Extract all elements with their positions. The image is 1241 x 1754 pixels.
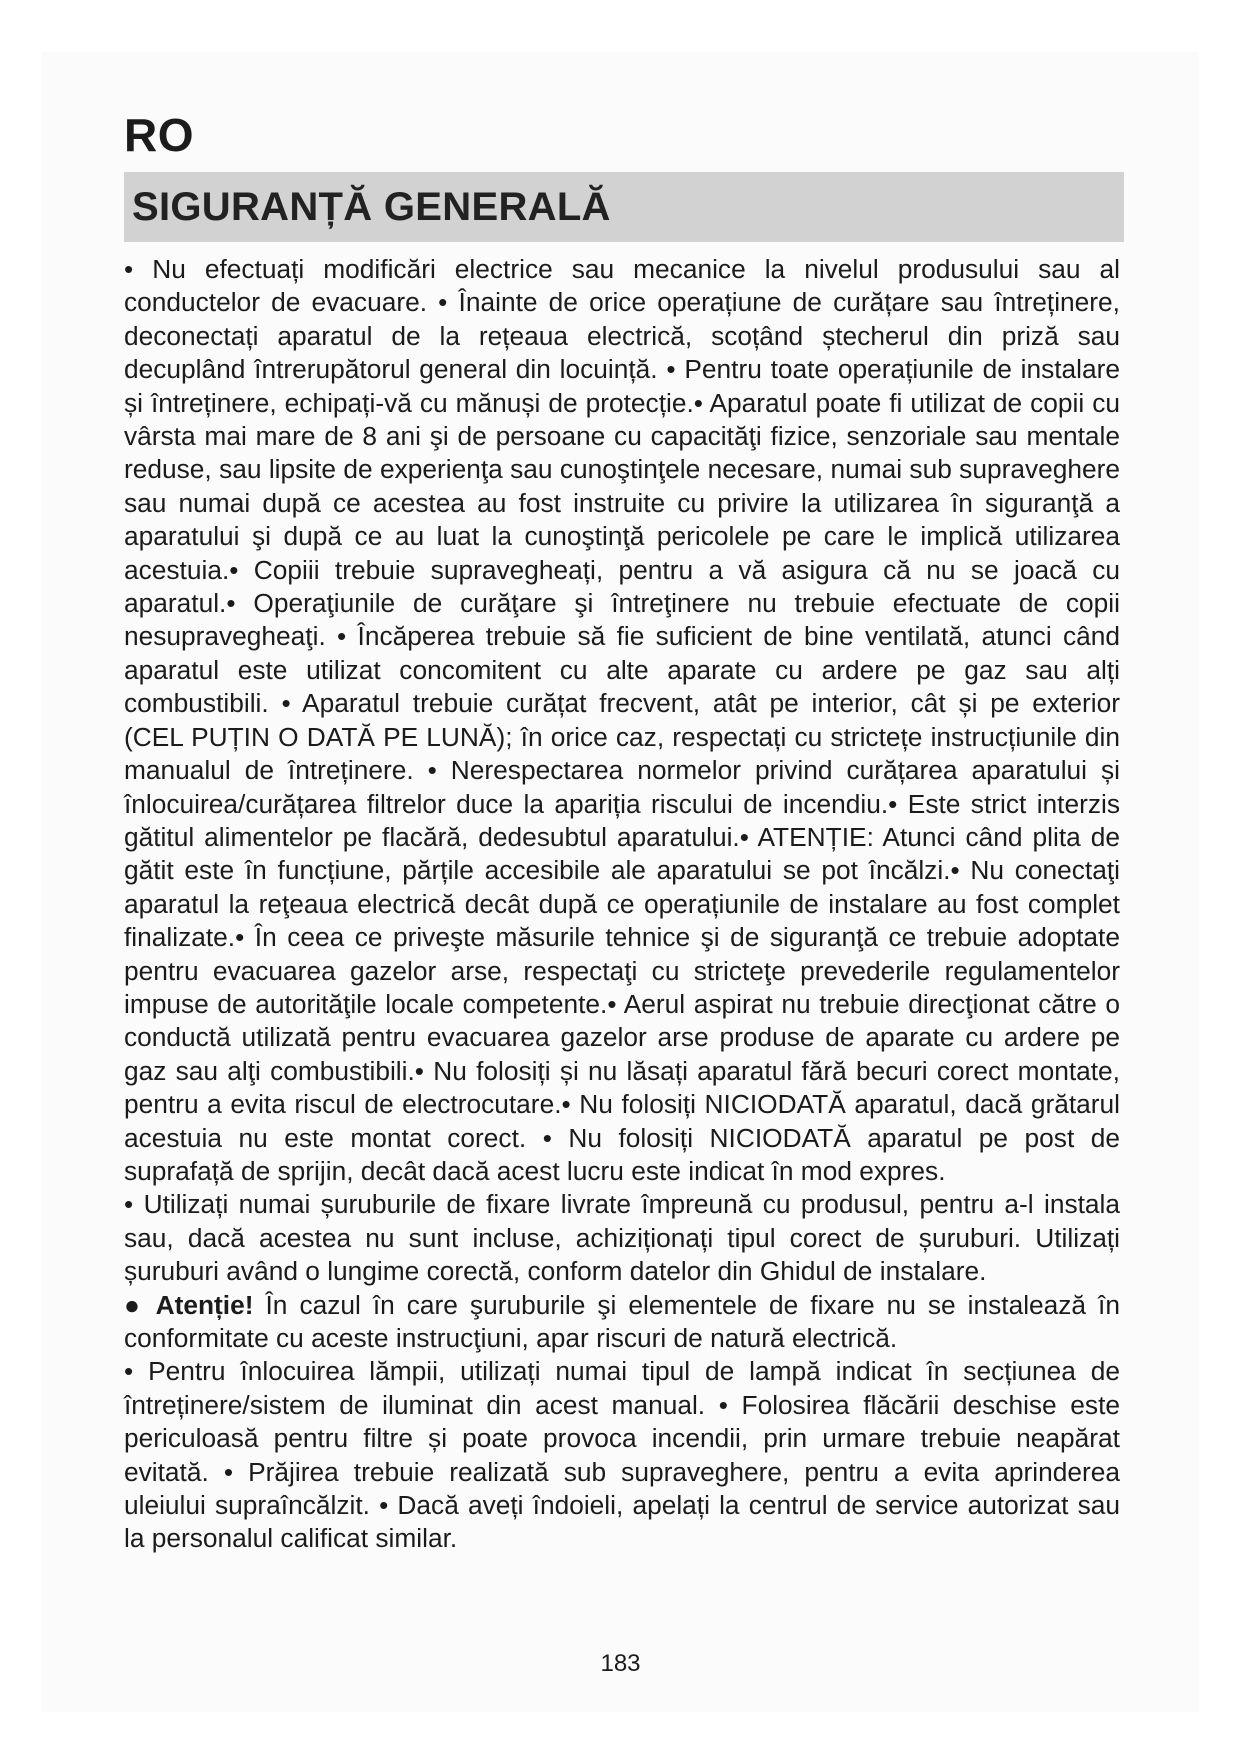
safety-instructions-body — [124, 253, 1120, 1556]
warning-text: În cazul în care şuruburile şi elementele de fixare nu se instalează în conformitate cu aceste instrucţiuni, apar riscuri de natură electrică. — [124, 1289, 1120, 1353]
safety-paragraph-3: • Pentru înlocuirea lămpii, utilizați numai tipul de lampă indicat în secțiunea de întreținere/sistem de iluminat din acest manual. • Folosirea flăcării deschise este periculoasă pentru filtre și poate provoca incendii, prin urmare trebuie neapărat evitată. • Prăjirea trebuie realizată sub supraveghere, pentru a evita aprinderea uleiului supraîncălzit. • Dacă aveți îndoieli, apelați la centrul de service autorizat sau la personalul calificat similar. — [124, 1356, 1120, 1554]
safety-paragraph-2: • Utilizați numai șuruburile de fixare livrate împreună cu produsul, pentru a-l instala sau, dacă acestea nu sunt incluse, achiziționați tipul corect de șuruburi. Utilizați șuruburi având o lungime corectă, conform datelor din Ghidul de instalare. — [124, 1189, 1120, 1287]
page-number: 183 — [600, 1650, 641, 1677]
language-code: RO — [124, 109, 194, 161]
warning-label: ● Atenție! — [124, 1289, 254, 1320]
section-header-bar — [124, 172, 1124, 242]
section-title: SIGURANȚĂ GENERALĂ — [132, 185, 611, 229]
safety-paragraph-1: • Nu efectuați modificări electrice sau mecanice la nivelul produsului sau al conductelor de evacuare. • Înainte de orice operațiune de curățare sau întreținere, deconectați aparatul de la rețeaua electrică, scoțând ștecherul din priză sau decuplând întrerupătorul general din locuință. • Pentru toate operațiunile de instalare și întreținere, echipați-vă cu mănuși de protecție.• Aparatul poate fi utilizat de copii cu vârsta mai mare de 8 ani şi de persoane cu capacităţi fizice, senzoriale sau mentale reduse, sau lipsite de experienţa sau cunoştinţele necesare, numai sub supraveghere sau numai după ce acestea au fost instruite cu privire la utilizarea în siguranţă a aparatului şi după ce au luat la cunoştinţă pericolele pe care le implică utilizarea acestuia.• Copiii trebuie supravegheați, pentru a vă asigura că nu se joacă cu aparatul.• Operaţiunile de curăţare şi întreţinere nu trebuie efectuate de copii nesupravegheaţi. • Încăperea trebuie să fie suficient de bine ventilată, atunci când aparatul este utilizat concomitent cu alte aparate cu ardere pe gaz sau alți combustibili. • Aparatul trebuie curățat frecvent, atât pe interior, cât și pe exterior (CEL PUȚIN O DATĂ PE LUNĂ); în orice caz, respectați cu strictețe instrucțiunile din manualul de întreținere. • Nerespectarea normelor privind curățarea aparatului și înlocuirea/curățarea filtrelor duce la apariția riscului de incendiu.• Este strict interzis gătitul alimentelor pe flacără, dedesubtul aparatului.• ATENȚIE: Atunci când plita de gătit este în funcțiune, părțile accesibile ale aparatului se pot încălzi.• Nu conectaţi aparatul la reţeaua electrică decât după ce operațiunile de instalare au fost complet finalizate.• În ceea ce priveşte măsurile tehnice şi de siguranţă ce trebuie adoptate pentru evacuarea gazelor arse, respectaţi cu stricteţe prevederile regulamentelor impuse de autorităţile locale competente.• Aerul aspirat nu trebuie direcţionat către o conductă utilizată pentru evacuarea gazelor arse produse de aparate cu ardere pe gaz sau alţi combustibili.• Nu folosiți și nu lăsați aparatul fără becuri corect montate, pentru a evita riscul de electrocutare.• Nu folosiți NICIODATĂ aparatul, dacă grătarul acestuia nu este montat corect. • Nu folosiți NICIODATĂ aparatul pe post de suprafață de sprijin, decât dacă acest lucru este indicat în mod expres. — [124, 254, 1120, 1186]
warning-paragraph — [124, 1289, 1120, 1356]
